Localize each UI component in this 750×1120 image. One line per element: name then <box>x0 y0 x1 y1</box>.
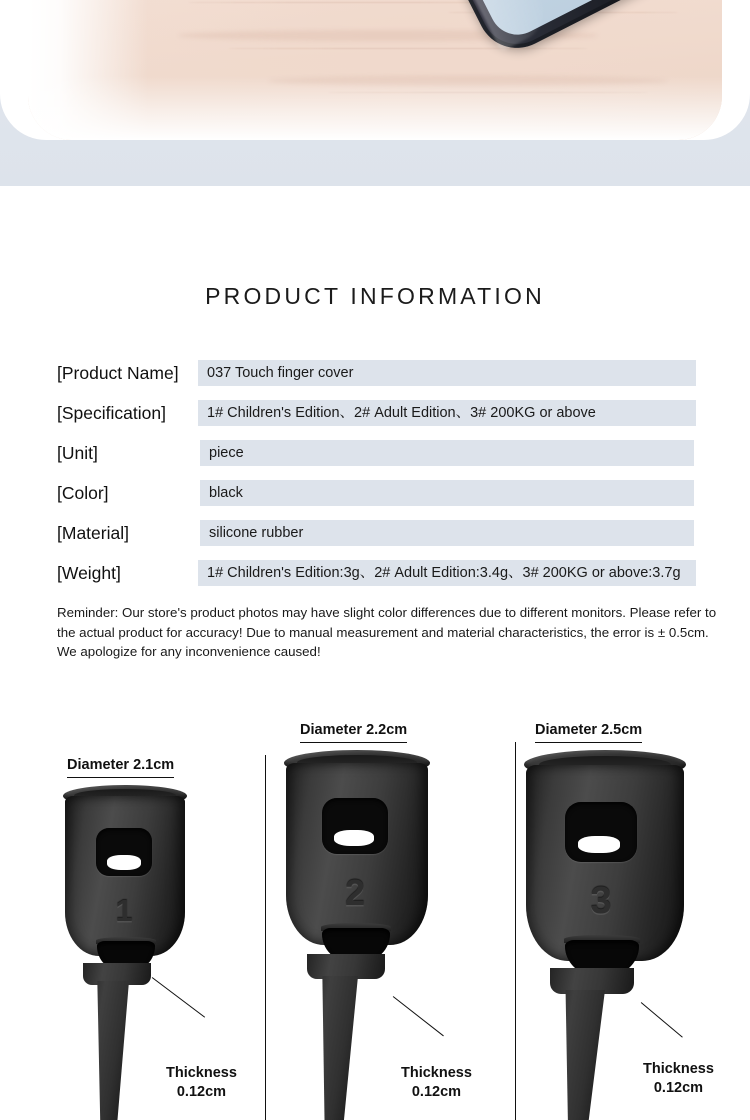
spec-label: [Weight] <box>57 563 121 583</box>
product-column-1 <box>0 700 265 1120</box>
thickness-label <box>401 1064 472 1102</box>
spec-label: [Color] <box>57 483 109 503</box>
thickness-label-text: Thickness <box>166 1065 237 1081</box>
table-row <box>57 400 697 426</box>
spec-label: [Specification] <box>57 403 166 423</box>
diameter-label: Diameter 2.5cm <box>535 722 642 743</box>
spec-value: silicone rubber <box>200 520 694 546</box>
diameter-label: Diameter 2.2cm <box>300 722 407 743</box>
product-comparison <box>0 700 750 1120</box>
table-row <box>57 560 697 586</box>
thickness-label-text: Thickness <box>643 1061 714 1077</box>
table-row <box>57 360 697 386</box>
spec-value: 037 Touch finger cover <box>198 360 696 386</box>
cap-number-2: 2 <box>344 872 366 913</box>
reminder-note: Reminder: Our store's product photos may have slight color differences due to different monitors. Please refer to the actual product for accuracy! Due to manual measurement and material characteristics, the error is ± 0.5cm. We apologize for any inconvenience caused! <box>57 605 717 659</box>
thickness-label <box>643 1060 714 1098</box>
cap-number-3: 3 <box>590 880 612 922</box>
table-row <box>57 480 697 506</box>
spec-value: 1# Children's Edition、2# Adult Edition、3# 200KG or above <box>198 400 696 426</box>
thickness-label-text: Thickness <box>401 1065 472 1081</box>
cap-number-1: 1 <box>115 893 133 928</box>
spec-label: [Product Name] <box>57 363 179 383</box>
spec-label: [Unit] <box>57 443 98 463</box>
specification-table <box>57 360 697 600</box>
spec-value: piece <box>200 440 694 466</box>
spec-value: 1# Children's Edition:3g、2# Adult Edition:3.4g、3# 200KG or above:3.7g <box>198 560 696 586</box>
product-column-3 <box>515 700 750 1120</box>
table-row <box>57 520 697 546</box>
page-title: PRODUCT INFORMATION <box>205 283 545 309</box>
thickness-value: 0.12cm <box>411 1084 462 1100</box>
hero-bottom-fade <box>28 76 722 140</box>
diameter-label: Diameter 2.1cm <box>67 757 174 778</box>
spec-value: black <box>200 480 694 506</box>
table-row <box>57 440 697 466</box>
thickness-label <box>166 1064 237 1102</box>
spec-label: [Material] <box>57 523 129 543</box>
hero-banner <box>0 0 750 186</box>
product-column-2 <box>265 700 515 1120</box>
hero-photo <box>28 0 722 140</box>
thickness-value: 0.12cm <box>653 1080 704 1096</box>
thickness-value: 0.12cm <box>176 1084 227 1100</box>
hero-frame <box>0 0 750 140</box>
